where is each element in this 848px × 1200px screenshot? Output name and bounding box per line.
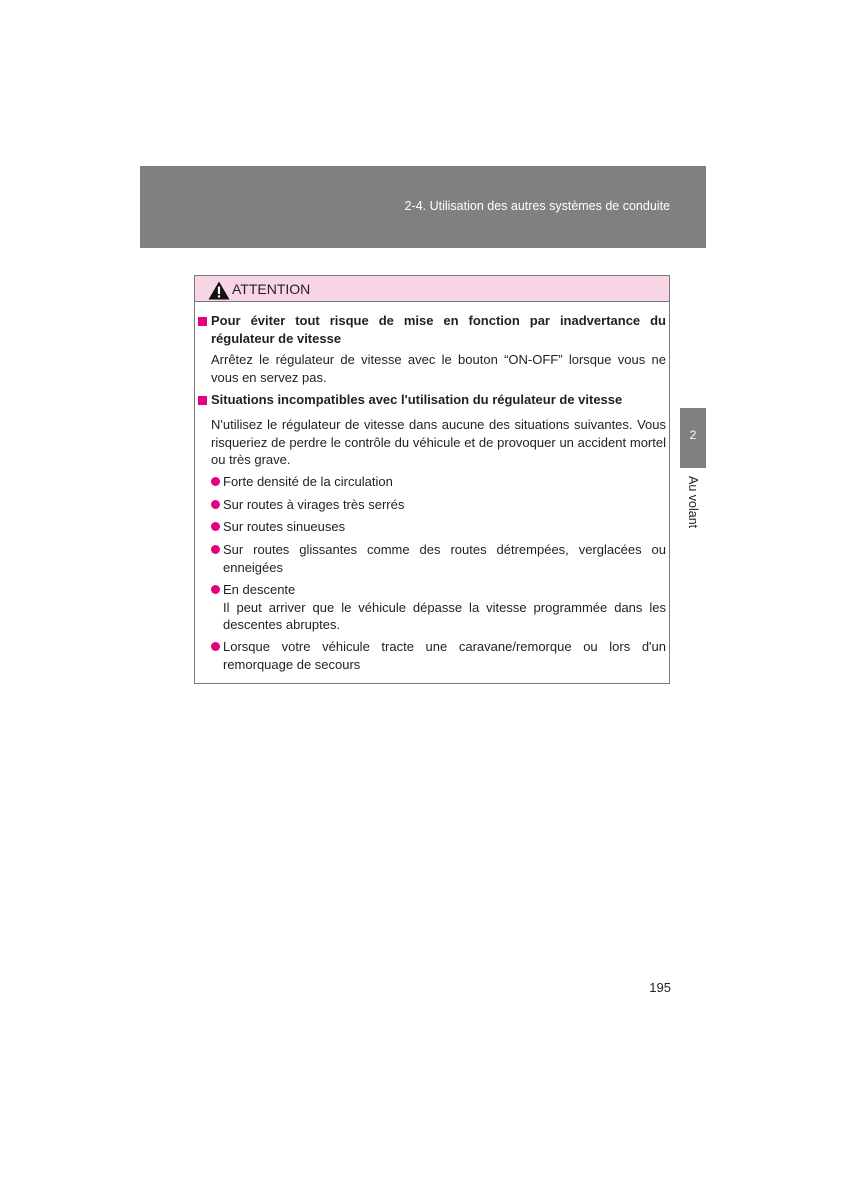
section-paragraph: Arrêtez le régulateur de vitesse avec le bouton “ON-OFF” lorsque vous ne vous en servez pas. [211, 352, 666, 385]
list-item: Forte densité de la circulation [211, 473, 666, 491]
section-heading: Pour éviter tout risque de mise en fonction par inadvertance du régulateur de vitesse [198, 312, 666, 347]
round-bullet-icon [211, 545, 220, 554]
list-item: Sur routes à virages très serrés [211, 496, 666, 514]
warning-header [195, 276, 669, 302]
section-title: 2-4. Utilisation des autres systèmes de conduite [404, 199, 670, 213]
section-heading: Situations incompatibles avec l'utilisation du régulateur de vitesse [198, 391, 666, 409]
round-bullet-icon [211, 500, 220, 509]
chapter-label: Au volant [686, 476, 700, 529]
warning-title: ATTENTION [232, 281, 311, 297]
round-bullet-icon [211, 522, 220, 531]
warning-triangle-icon [208, 281, 230, 300]
square-bullet-icon [198, 396, 207, 405]
square-bullet-icon [198, 317, 207, 326]
round-bullet-icon [211, 642, 220, 651]
round-bullet-icon [211, 477, 220, 486]
page-number: 195 [649, 980, 671, 995]
chapter-tab [680, 408, 706, 468]
list-item: Lorsque votre véhicule tracte une caravane/remorque ou lors d'un remorquage de secours [211, 638, 666, 673]
round-bullet-icon [211, 585, 220, 594]
section-paragraph: N'utilisez le régulateur de vitesse dans aucune des situations suivantes. Vous risqueriez de perdre le contrôle du véhicule et de provoquer un accident mortel ou très grave. [211, 417, 666, 467]
list-item-detail: Il peut arriver que le véhicule dépasse la vitesse programmée dans les descentes abruptes. [223, 599, 666, 632]
list-item: Sur routes sinueuses [211, 518, 666, 536]
list-item: Sur routes glissantes comme des routes détrempées, verglacées ou enneigées [211, 541, 666, 576]
section-header-band [140, 166, 706, 248]
warning-box [194, 275, 670, 684]
list-item: En descente Il peut arriver que le véhicule dépasse la vitesse programmée dans les descentes abruptes. [211, 581, 666, 634]
chapter-number: 2 [689, 428, 697, 442]
